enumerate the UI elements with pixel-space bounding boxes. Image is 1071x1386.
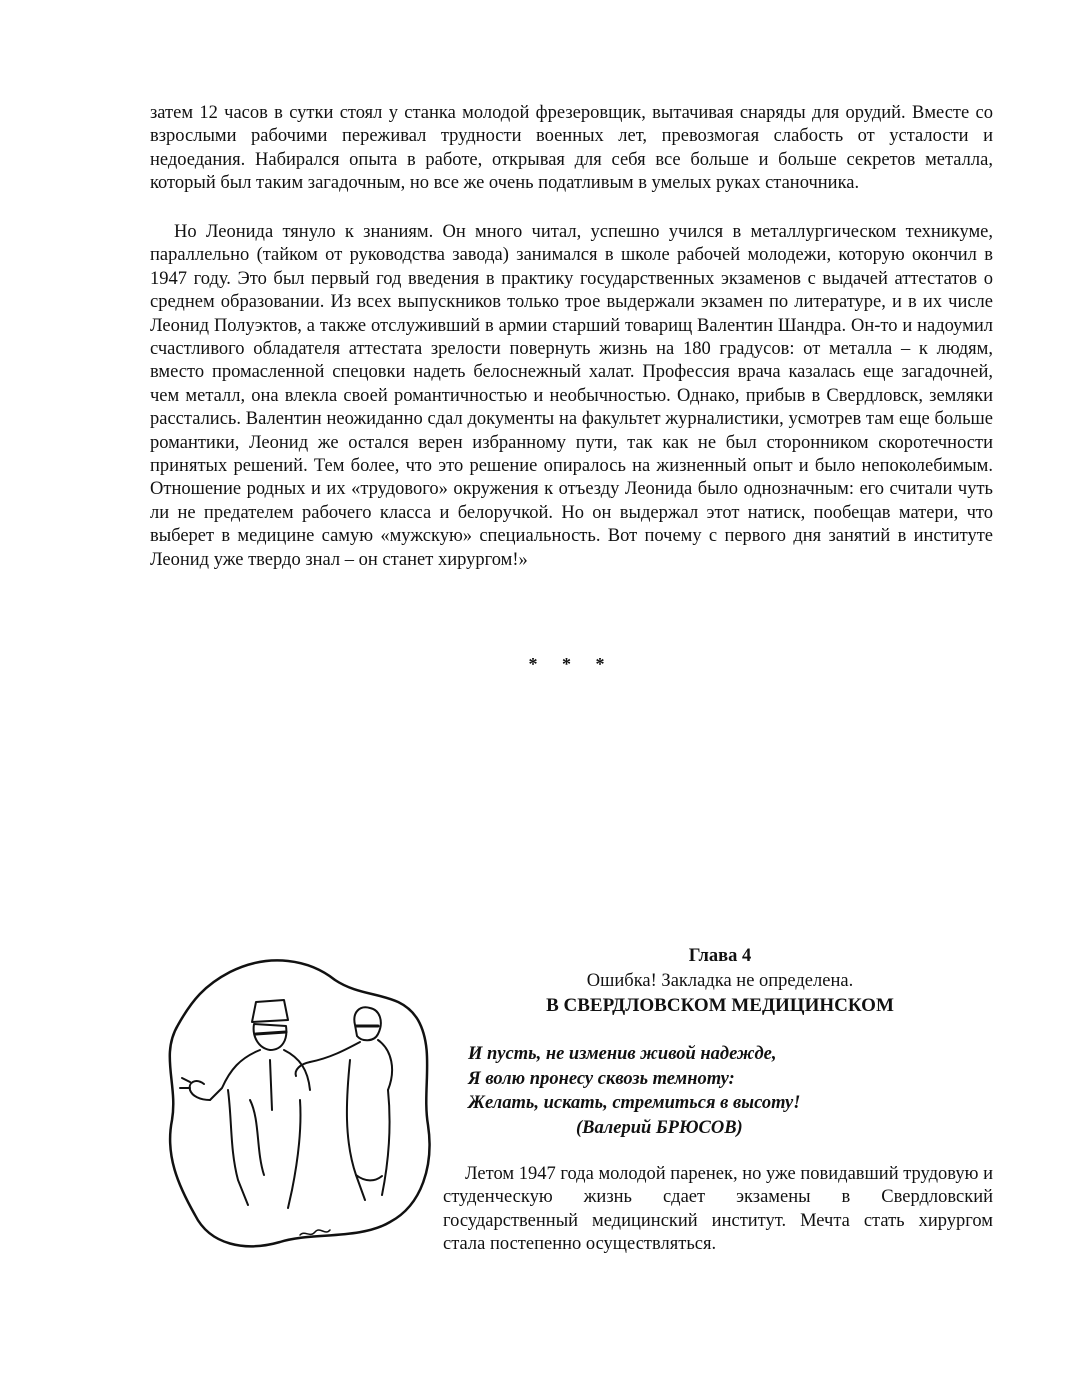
epigraph bbox=[468, 1042, 800, 1140]
surgeons-sketch-illustration bbox=[160, 950, 435, 1255]
chapter-bookmark-error: Ошибка! Закладка не определена. bbox=[586, 971, 854, 991]
chapter-number: Глава 4 bbox=[688, 946, 752, 966]
body-paragraph-3: Летом 1947 года молодой паренек, но уже повидавший трудовую и студенческую жизнь сдает экзамены в Свердловский государственный медицинский институт. Мечта стать хирургом стала постепенно осуществляться. bbox=[443, 1164, 993, 1255]
epigraph-line-1: И пусть, не изменив живой надежде, bbox=[468, 1044, 777, 1064]
epigraph-line-3: Желать, искать, стремиться в высоту! bbox=[468, 1093, 801, 1113]
body-paragraph-1: затем 12 часов в сутки стоял у станка молодой фрезеровщик, вытачивая снаряды для орудий. Вместе со взрослыми рабочими переживал трудности военных лет, превозмогая слабость от усталости и недоедания. Набирался опыта в работе, открывая для себя все больше и больше секретов металла, который был таким загадочным, но все же очень податливым в умелых руках станочника. bbox=[150, 103, 993, 194]
chapter-title: В СВЕРДЛОВСКОМ МЕДИЦИНСКОМ bbox=[546, 995, 894, 1016]
epigraph-author: (Валерий БРЮСОВ) bbox=[576, 1117, 743, 1138]
section-separator: * * * bbox=[528, 654, 615, 674]
body-paragraph-2: Но Леонида тянуло к знаниям. Он много читал, успешно учился в металлургическом техникуме, параллельно (тайком от руководства завода) занимался в школе рабочей молодежи, которую окончил в 1947 году. Это был первый год введения в практику государственных экзаменов с выдачей аттестатов о среднем образовании. Из всех выпускников только трое выдержали экзамен по литературе, и в их числе Леонид Полуэктов, а также отслуживший в армии старший товарищ Валентин Шандра. Он-то и надоумил счастливого обладателя аттестата зрелости повернуть жизнь на 180 градусов: от металла – к людям, вместо промасленной спецовки надеть белоснежный халат. Профессия врача казалась еще загадочней, чем металл, она влекла своей романтичностью и необычностью. Однако, прибыв в Свердловск, земляки расстались. Валентин неожиданно сдал документы на факультет журналистики, усмотрев там еще больше романтики, Леонид же остался верен избранному пути, так как не был сторонником скоротечности принятых решений. Тем более, что это решение опиралось на жизненный опыт и было непоколебимым. Отношение родных и их «трудового» окружения к отъезду Леонида было однозначным: его считали чуть ли не предателем рабочего класса и белоручкой. Но он выдержал этот натиск, пообещав матери, что выберет в медицине самую «мужскую» специальность. Вот почему с первого дня занятий в институте Леонид уже твердо знал – он станет хирургом!» bbox=[150, 222, 993, 570]
epigraph-line-2: Я волю пронесу сквозь темноту: bbox=[468, 1068, 735, 1089]
